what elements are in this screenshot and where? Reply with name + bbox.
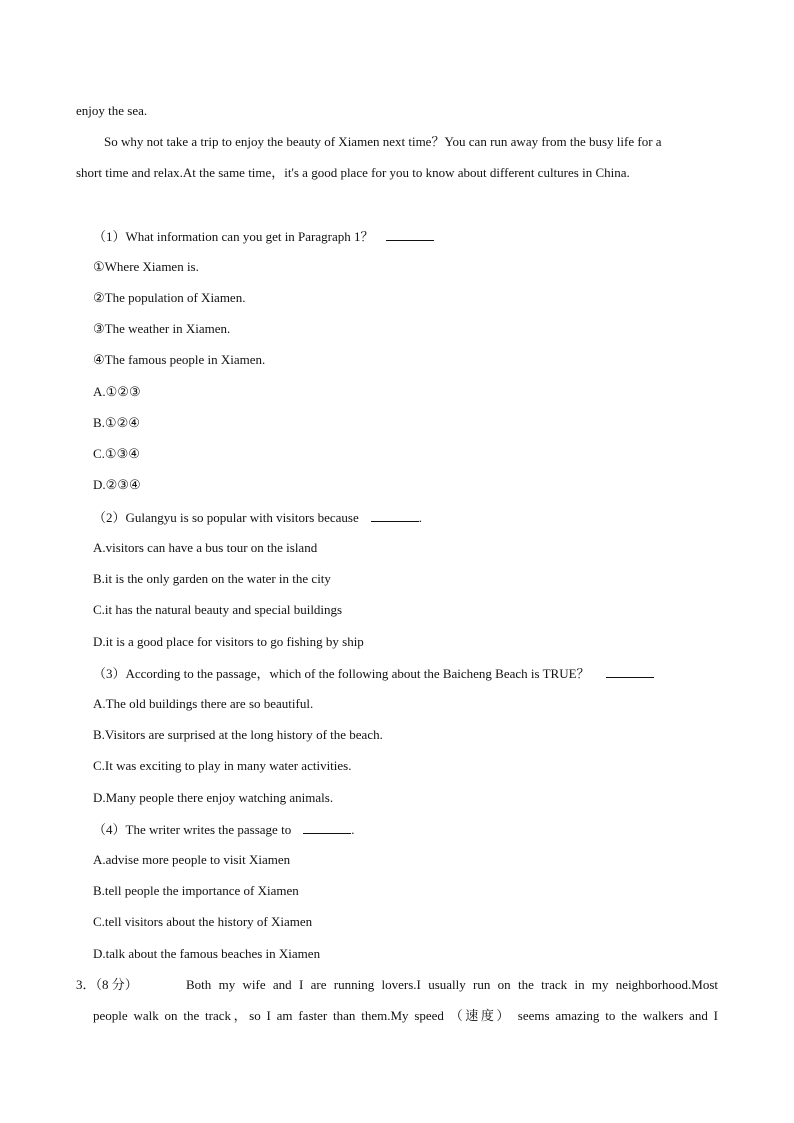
- passage-line: So why not take a trip to enjoy the beauty of Xiamen next time？You can run away from the busy life for a: [104, 134, 662, 149]
- section-text-line: Both my wife and I are running lovers.I usually run on the track in my neighborhood.Most: [186, 977, 718, 992]
- answer-option: C.①③④: [93, 446, 140, 461]
- answer-blank[interactable]: [371, 509, 419, 522]
- passage-line: short time and relax.At the same time，it's a good place for you to know about different cultures in China.: [76, 165, 630, 180]
- answer-blank[interactable]: [303, 821, 351, 834]
- answer-option: D.it is a good place for visitors to go fishing by ship: [93, 634, 364, 649]
- question-stem: （2）Gulangyu is so popular with visitors because .: [93, 510, 422, 525]
- section-number: 3．（8 分）: [76, 977, 138, 992]
- answer-option: A.The old buildings there are so beautiful.: [93, 696, 314, 711]
- statement-item: ②The population of Xiamen.: [93, 290, 246, 305]
- answer-option: A.advise more people to visit Xiamen: [93, 852, 291, 867]
- statement-item: ④The famous people in Xiamen.: [93, 352, 266, 367]
- question-stem: （1）What information can you get in Paragraph 1？: [93, 228, 434, 245]
- answer-option: B.①②④: [93, 415, 140, 430]
- answer-option: D.talk about the famous beaches in Xiamen: [93, 946, 321, 961]
- answer-blank[interactable]: [386, 228, 434, 241]
- answer-option: C.tell visitors about the history of Xiamen: [93, 914, 313, 929]
- section-text-line: people walk on the track，so I am faster than them.My speed （速度） seems amazing to the walkers and I: [93, 1008, 718, 1023]
- answer-option: D.Many people there enjoy watching animals.: [93, 790, 334, 805]
- question-stem: （3）According to the passage，which of the following about the Baicheng Beach is TRUE？: [93, 665, 654, 682]
- passage-line: enjoy the sea.: [76, 103, 148, 118]
- answer-option: B.tell people the importance of Xiamen: [93, 883, 299, 898]
- answer-option: A.①②③: [93, 384, 141, 399]
- answer-option: A.visitors can have a bus tour on the island: [93, 540, 318, 555]
- statement-item: ①Where Xiamen is.: [93, 259, 199, 274]
- answer-option: B.Visitors are surprised at the long history of the beach.: [93, 727, 383, 742]
- answer-option: C.it has the natural beauty and special buildings: [93, 602, 343, 617]
- answer-option: B.it is the only garden on the water in the city: [93, 571, 331, 586]
- question-stem: （4）The writer writes the passage to .: [93, 822, 355, 837]
- answer-blank[interactable]: [606, 665, 654, 678]
- answer-option: C.It was exciting to play in many water activities.: [93, 758, 352, 773]
- statement-item: ③The weather in Xiamen.: [93, 321, 231, 336]
- answer-option: D.②③④: [93, 477, 141, 492]
